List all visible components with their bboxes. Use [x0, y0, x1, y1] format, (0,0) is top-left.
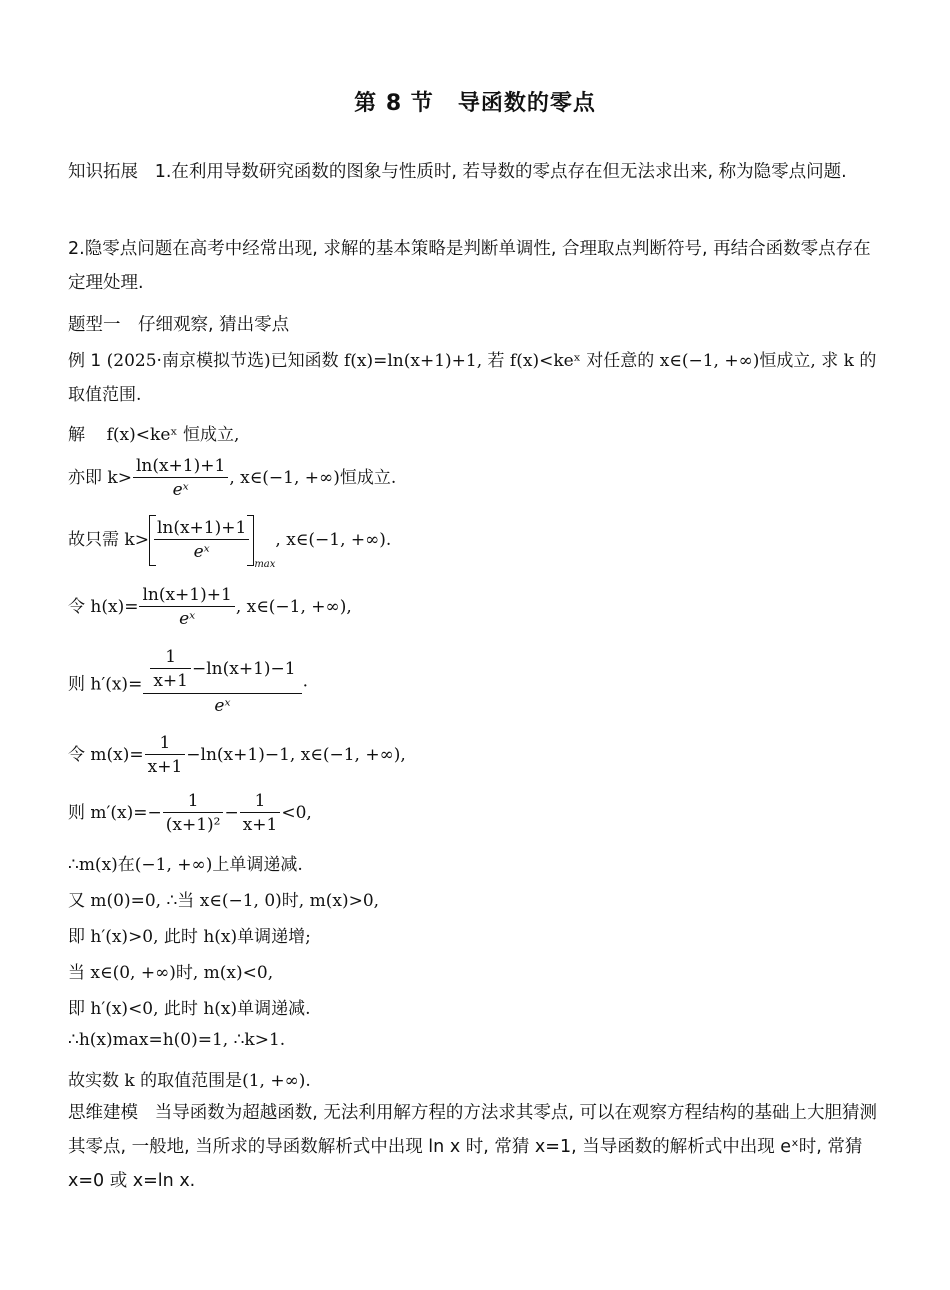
fraction-numerator: 1 — [163, 790, 224, 813]
solution-line-9: 又 m(0)=0, ∴当 x∈(−1, 0)时, m(x)>0, — [68, 891, 380, 911]
type-heading: 题型一 仔细观察, 猜出零点 — [68, 315, 290, 335]
knowledge-label: 知识拓展 — [68, 162, 138, 182]
fraction-numerator: ln(x+1)+1 — [139, 584, 234, 607]
solution-line-13: ∴h(x)max=h(0)=1, ∴k>1. — [68, 1030, 286, 1050]
thinking-paragraph — [68, 1096, 888, 1198]
knowledge-text-1: 1.在利用导数研究函数的图象与性质时, 若导数的零点存在但无法求出来, 称为隐零点问题. — [154, 162, 847, 182]
example-text: (2025·南京模拟节选)已知函数 f(x)=ln(x+1)+1, 若 f(x)<keˣ 对任意的 x∈(−1, +∞)恒成立, 求 k 的取值范围. — [68, 351, 877, 405]
solution-label: 解 — [68, 425, 85, 445]
knowledge-paragraph-1 — [68, 155, 888, 189]
solution-text-3b: , x∈(−1, +∞). — [275, 530, 392, 550]
fraction-denominator: eˣ — [214, 696, 231, 716]
fraction — [240, 790, 281, 837]
solution-text-7a: 则 m′(x)=− — [68, 803, 162, 823]
solution-line-12: 即 h′(x)<0, 此时 h(x)单调递减. — [68, 999, 311, 1019]
fraction — [163, 790, 224, 837]
minus-sign: − — [224, 803, 239, 823]
solution-line-6 — [68, 732, 406, 779]
compound-numerator — [143, 646, 301, 694]
section-number: 第 8 节 — [354, 91, 434, 116]
solution-text-5a: 则 h′(x)= — [68, 674, 143, 695]
section-name: 导函数的零点 — [457, 91, 596, 116]
compound-fraction — [143, 646, 301, 718]
inner-denominator: x+1 — [153, 671, 188, 691]
fraction-numerator: ln(x+1)+1 — [154, 517, 249, 540]
fraction-denominator: (x+1)² — [165, 815, 221, 835]
page-title — [0, 86, 950, 117]
solution-text-4a: 令 h(x)= — [68, 597, 139, 617]
solution-line-2 — [68, 455, 396, 502]
fraction — [133, 455, 228, 502]
thinking-label: 思维建模 — [68, 1103, 138, 1123]
solution-text-6b: −ln(x+1)−1, x∈(−1, +∞), — [186, 745, 406, 765]
fraction — [145, 732, 186, 779]
example-paragraph — [68, 344, 888, 412]
max-bracket — [149, 515, 254, 566]
knowledge-paragraph-2: 2.隐零点问题在高考中经常出现, 求解的基本策略是判断单调性, 合理取点判断符号, 再结合函数零点存在定理处理. — [68, 239, 871, 293]
fraction-denominator: eˣ — [193, 542, 210, 562]
solution-text-1: f(x)<keˣ 恒成立, — [106, 425, 240, 445]
fraction-denominator: eˣ — [172, 480, 189, 500]
solution-line-3 — [68, 515, 391, 570]
solution-text-6a: 令 m(x)= — [68, 745, 144, 765]
solution-line-11: 当 x∈(0, +∞)时, m(x)<0, — [68, 963, 274, 983]
fraction — [154, 517, 249, 564]
solution-text-7b: <0, — [281, 803, 312, 823]
solution-text-2a: 亦即 k> — [68, 468, 132, 488]
solution-text-2b: , x∈(−1, +∞)恒成立. — [229, 468, 397, 488]
max-subscript: max — [254, 559, 276, 570]
fraction — [139, 584, 234, 631]
solution-text-3a: 故只需 k> — [68, 530, 149, 550]
solution-line-10: 即 h′(x)>0, 此时 h(x)单调递增; — [68, 927, 311, 947]
solution-line-5 — [68, 646, 308, 718]
fraction-denominator: eˣ — [179, 609, 196, 629]
fraction-numerator: 1 — [240, 790, 281, 813]
thinking-text: 当导函数为超越函数, 无法利用解方程的方法求其零点, 可以在观察方程结构的基础上大胆猜测其零点, 一般地, 当所求的导函数解析式中出现 ln x 时, 常猜 x=1, 当导函数的解析式中出现 eˣ时, 常猜 x=0 或 x=ln x. — [68, 1103, 877, 1191]
example-label: 例 1 — [68, 351, 102, 371]
solution-line-1 — [68, 420, 239, 445]
inner-numerator: 1 — [150, 646, 191, 669]
solution-line-14: 故实数 k 的取值范围是(1, +∞). — [68, 1071, 311, 1091]
solution-line-7 — [68, 790, 312, 837]
fraction-denominator: x+1 — [147, 757, 183, 777]
fraction-numerator: 1 — [145, 732, 186, 755]
inner-fraction — [150, 646, 191, 693]
fraction-denominator: x+1 — [242, 815, 278, 835]
fraction-numerator: ln(x+1)+1 — [133, 455, 228, 478]
solution-line-4 — [68, 584, 352, 631]
solution-line-8: ∴m(x)在(−1, +∞)上单调递减. — [68, 855, 303, 875]
solution-text-5b: . — [302, 671, 308, 692]
solution-text-4b: , x∈(−1, +∞), — [235, 597, 352, 617]
numerator-rest: −ln(x+1)−1 — [191, 659, 296, 679]
